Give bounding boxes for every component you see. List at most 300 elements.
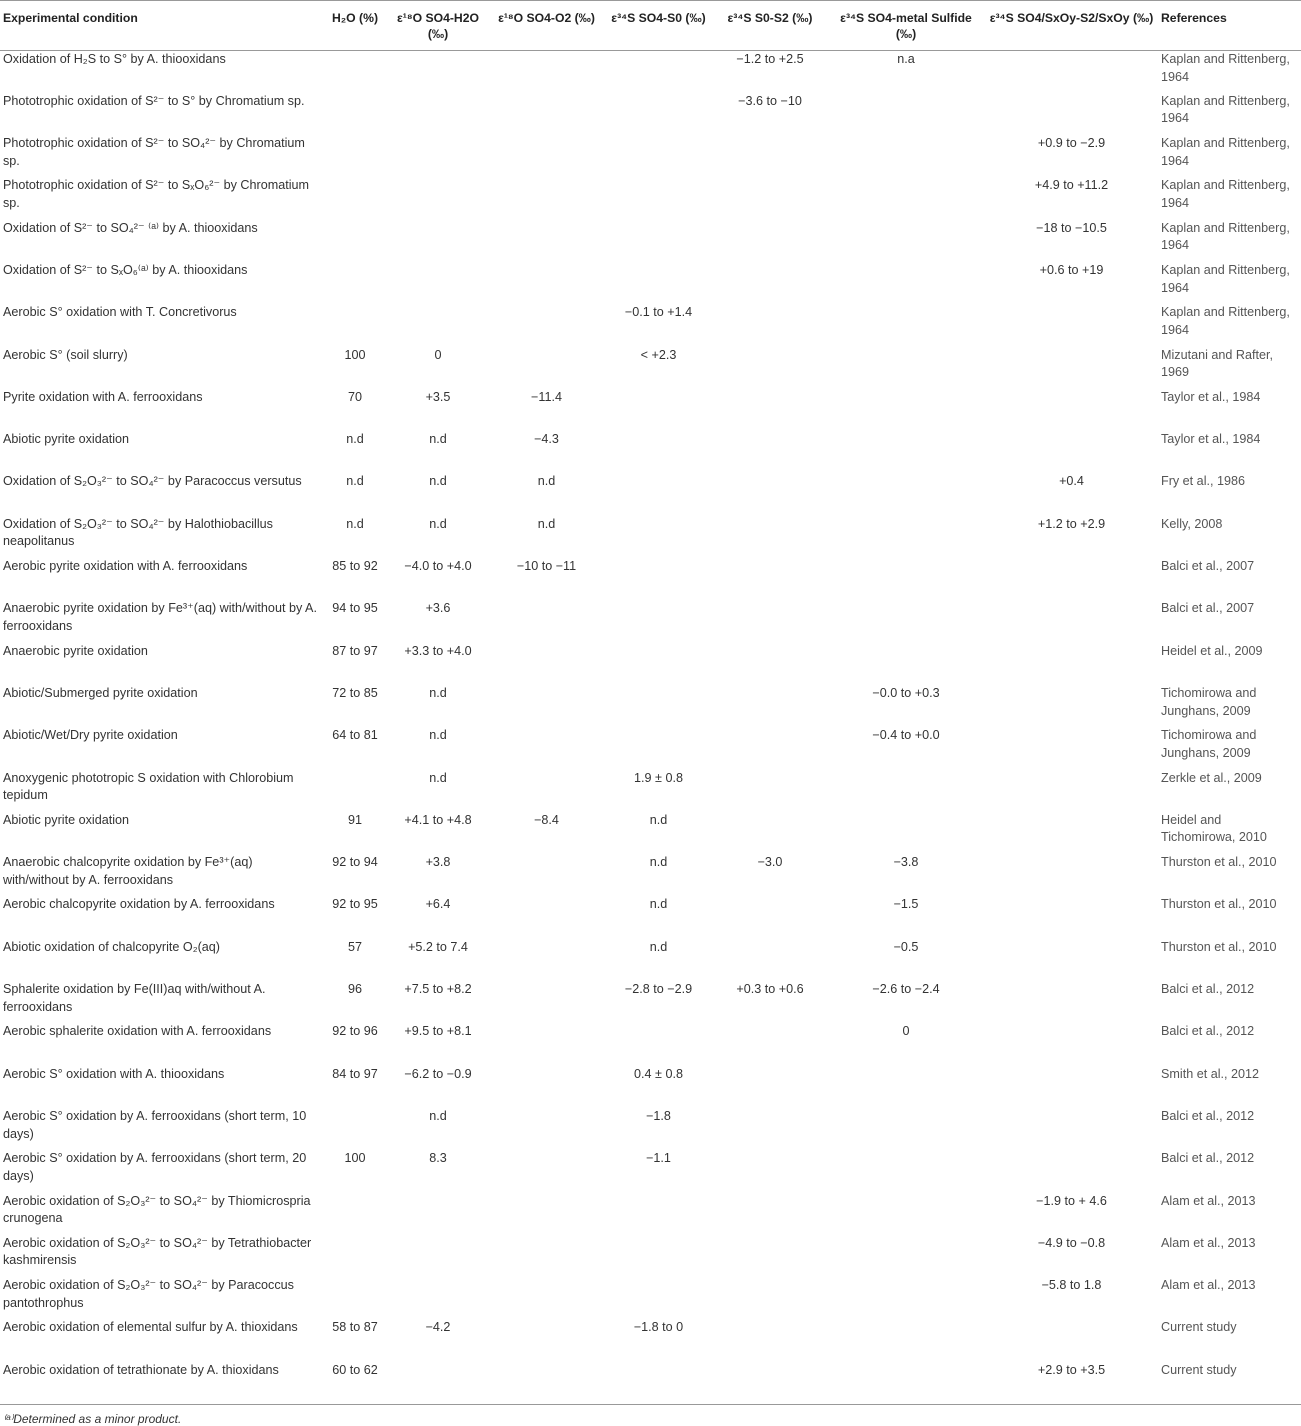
condition-cell: Oxidation of S₂O₃²⁻ to SO₄²⁻ by Halothiobacillus neapolitanus [3,516,273,549]
value-cell [713,516,827,558]
column-header: Experimental condition [0,1,323,51]
value-cell: +0.9 to −2.9 [1037,136,1106,151]
value-cell: −1.1 [646,1151,671,1166]
value-cell [713,939,827,981]
value-cell [604,135,713,177]
value-cell [713,1066,827,1108]
condition-cell: Aerobic chalcopyrite oxidation by A. ferrooxidans [3,897,275,912]
value-cell: 94 to 95 [332,601,378,616]
value-cell [827,177,985,219]
value-cell: +0.3 to +0.6 [736,982,804,997]
reference-cell: Thurston et al., 2010 [1161,897,1277,912]
value-cell [489,304,604,346]
value-cell [827,516,985,558]
value-cell [604,600,713,642]
value-cell [387,1362,489,1404]
value-cell: +9.5 to +8.1 [404,1024,472,1039]
value-cell [489,262,604,304]
value-cell: n.d [429,1108,447,1123]
value-cell [713,389,827,431]
value-cell [323,93,387,135]
reference-cell: Balci et al., 2012 [1161,1024,1255,1039]
reference-cell: Kaplan and Rittenberg, 1964 [1161,93,1290,126]
value-cell: −18 to −10.5 [1036,220,1107,235]
reference-cell: Kaplan and Rittenberg, 1964 [1161,52,1290,84]
value-cell [489,1362,604,1404]
value-cell [489,135,604,177]
value-cell [985,389,1158,431]
value-cell [827,431,985,473]
condition-cell: Aerobic S° oxidation by A. ferrooxidans (short term, 20 days) [3,1151,307,1183]
condition-cell: Abiotic pyrite oxidation [3,812,130,827]
condition-cell: Aerobic oxidation of S₂O₃²⁻ to SO₄²⁻ by Thiomicrospria crunogena [3,1193,311,1226]
value-cell [827,1108,985,1150]
value-cell: +3.5 [425,389,451,404]
table-row [0,473,1301,515]
value-cell: −2.6 to −2.4 [872,982,940,997]
reference-cell: Heidel and Tichomirowa, 2010 [1161,812,1267,845]
value-cell [985,1319,1158,1361]
value-cell [827,1362,985,1404]
value-cell [489,854,604,896]
value-cell [489,1150,604,1192]
column-header: ε¹⁸O SO4-O2 (‰) [489,1,604,51]
value-cell [827,347,985,389]
reference-cell: Thurston et al., 2010 [1161,855,1277,870]
column-header: ε³⁴S SO4-S0 (‰) [604,1,713,51]
value-cell [827,1235,985,1277]
value-cell [489,93,604,135]
value-cell: +0.4 [1059,474,1084,489]
value-cell [827,1150,985,1192]
value-cell [713,643,827,685]
value-cell [387,220,489,262]
condition-cell: Pyrite oxidation with A. ferrooxidans [3,389,203,404]
value-cell [323,220,387,262]
table-row [0,981,1301,1023]
value-cell: n.a [897,52,915,66]
value-cell [489,1277,604,1319]
table-row [0,389,1301,431]
value-cell [489,1235,604,1277]
value-cell [827,389,985,431]
table-header [0,1,1301,51]
value-cell: −3.8 [893,855,919,870]
value-cell: n.d [429,432,447,447]
table-row [0,685,1301,727]
table-row [0,93,1301,135]
value-cell: −2.8 to −2.9 [624,982,693,997]
value-cell [985,431,1158,473]
condition-cell: Sphalerite oxidation by Fe(III)aq with/without A. ferrooxidans [3,982,266,1014]
value-cell [985,347,1158,389]
value-cell [489,727,604,769]
value-cell: +1.2 to +2.9 [1037,516,1106,531]
value-cell [713,600,827,642]
value-cell: +4.1 to +4.8 [404,812,472,827]
value-cell [604,177,713,219]
value-cell [323,1108,387,1150]
condition-cell: Aerobic oxidation of S₂O₃²⁻ to SO₄²⁻ by Paracoccus pantothrophus [3,1278,294,1310]
value-cell [713,1150,827,1192]
table-row [0,177,1301,219]
reference-cell: Balci et al., 2007 [1161,601,1255,616]
condition-cell: Anoxygenic phototropic S oxidation with Chlorobium tepidum [3,770,294,803]
value-cell [604,51,713,93]
table-row [0,812,1301,854]
value-cell: +3.8 [425,855,451,870]
value-cell [713,727,827,769]
value-cell [604,473,713,515]
value-cell: 1.9 ± 0.8 [634,770,683,785]
value-cell [985,1150,1158,1192]
value-cell [323,304,387,346]
value-cell [604,1023,713,1065]
value-cell [985,939,1158,981]
value-cell [985,812,1158,854]
condition-cell: Aerobic oxidation of tetrathionate by A. thioxidans [3,1362,279,1377]
value-cell: −0.4 to +0.0 [872,728,940,743]
value-cell [489,1108,604,1150]
value-cell [985,770,1158,812]
value-cell: 92 to 95 [332,897,378,912]
value-cell: 85 to 92 [332,559,378,574]
value-cell [387,135,489,177]
value-cell [713,1277,827,1319]
table-row [0,304,1301,346]
value-cell [985,1023,1158,1065]
value-cell [713,135,827,177]
value-cell: n.d [537,516,556,531]
condition-cell: Phototrophic oxidation of S²⁻ to SₓO₆²⁻ by Chromatium sp. [3,178,309,210]
value-cell [489,1023,604,1065]
reference-cell: Taylor et al., 1984 [1161,389,1261,404]
value-cell [604,643,713,685]
value-cell: 84 to 97 [332,1066,378,1081]
table-row [0,1150,1301,1192]
value-cell [489,1319,604,1361]
table-row [0,262,1301,304]
table-footnote: ⁽ᵃ⁾Determined as a minor product. [0,1404,1301,1426]
value-cell [985,93,1158,135]
value-cell [827,262,985,304]
value-cell [489,600,604,642]
value-cell [323,1193,387,1235]
reference-cell: Taylor et al., 1984 [1161,432,1261,447]
value-cell: −1.5 [893,897,919,912]
value-cell: 70 [347,389,362,404]
value-cell [604,93,713,135]
value-cell: +3.6 [425,601,451,616]
value-cell [827,1319,985,1361]
table-row [0,135,1301,177]
value-cell [489,896,604,938]
value-cell [985,558,1158,600]
value-cell [985,304,1158,346]
value-cell: 92 to 96 [332,1024,378,1039]
table-row [0,600,1301,642]
value-cell [713,896,827,938]
value-cell [827,1193,985,1235]
value-cell [985,51,1158,93]
value-cell [387,1277,489,1319]
table-row [0,51,1301,93]
value-cell [985,600,1158,642]
value-cell: n.d [346,516,364,531]
reference-cell: Kaplan and Rittenberg, 1964 [1161,136,1290,168]
value-cell [827,600,985,642]
value-cell [985,981,1158,1023]
column-header: ε³⁴S SO4-metal Sulfide (‰) [827,1,985,51]
table-row [0,1277,1301,1319]
value-cell [827,1277,985,1319]
value-cell: −4.3 [534,432,559,447]
value-cell [323,1277,387,1319]
value-cell [827,770,985,812]
value-cell [489,1066,604,1108]
column-header: References [1158,1,1301,51]
value-cell [713,347,827,389]
value-cell: −4.9 to −0.8 [1037,1235,1106,1250]
value-cell [713,431,827,473]
value-cell: n.d [429,685,447,700]
value-cell [489,981,604,1023]
value-cell [604,389,713,431]
value-cell [489,51,604,93]
value-cell [713,812,827,854]
column-header: ε³⁴S SO4/SxOy-S2/SxOy (‰) [985,1,1158,51]
value-cell [985,685,1158,727]
value-cell [387,177,489,219]
column-header: ε³⁴S S0-S2 (‰) [713,1,827,51]
value-cell [713,262,827,304]
value-cell [387,262,489,304]
value-cell [713,685,827,727]
condition-cell: Abiotic oxidation of chalcopyrite O₂(aq) [3,939,220,954]
value-cell [604,431,713,473]
table-row [0,516,1301,558]
value-cell [323,177,387,219]
table-row [0,1362,1301,1404]
table-row [0,220,1301,262]
condition-cell: Aerobic pyrite oxidation with A. ferrooxidans [3,559,248,574]
value-cell: −10 to −11 [516,559,577,574]
value-cell [827,1066,985,1108]
value-cell [323,135,387,177]
table-row [0,854,1301,896]
value-cell [827,473,985,515]
value-cell [489,1193,604,1235]
value-cell [985,896,1158,938]
value-cell [489,347,604,389]
reference-cell: Balci et al., 2007 [1161,559,1255,574]
reference-cell: Balci et al., 2012 [1161,1151,1255,1166]
value-cell: 72 to 85 [332,685,378,700]
value-cell [604,516,713,558]
table-body [0,51,1301,1405]
value-cell [985,727,1158,769]
condition-cell: Phototrophic oxidation of S²⁻ to SO₄²⁻ by Chromatium sp. [3,136,305,168]
condition-cell: Abiotic/Wet/Dry pyrite oxidation [3,728,178,743]
value-cell: +2.9 to +3.5 [1037,1362,1106,1377]
reference-cell: Zerkle et al., 2009 [1161,770,1262,785]
value-cell: +5.2 to 7.4 [408,939,468,954]
value-cell: 58 to 87 [332,1320,378,1335]
value-cell: −3.6 to −10 [738,93,802,108]
value-cell [985,1108,1158,1150]
value-cell [827,304,985,346]
value-cell: −4.2 [425,1320,451,1335]
value-cell: n.d [429,770,447,785]
value-cell [985,854,1158,896]
value-cell: 0 [434,347,442,362]
condition-cell: Aerobic S° (soil slurry) [3,347,128,362]
value-cell [827,220,985,262]
value-cell: −4.0 to +4.0 [404,559,472,574]
value-cell [387,51,489,93]
value-cell [604,1193,713,1235]
reference-cell: Tichomirowa and Junghans, 2009 [1161,685,1257,718]
value-cell [713,220,827,262]
value-cell: −8.4 [534,812,559,827]
value-cell [604,558,713,600]
value-cell [827,643,985,685]
value-cell: −0.0 to +0.3 [872,685,940,700]
value-cell [827,135,985,177]
value-cell [489,643,604,685]
value-cell: −1.8 [646,1108,671,1123]
reference-cell: Fry et al., 1986 [1161,474,1245,489]
column-header: ε¹⁸O SO4-H2O (‰) [387,1,489,51]
value-cell: 0.4 ± 0.8 [634,1066,683,1081]
value-cell: n.d [429,516,447,531]
table-row [0,896,1301,938]
value-cell: −3.0 [757,855,783,870]
table-row [0,727,1301,769]
value-cell: 96 [347,982,362,997]
condition-cell: Aerobic S° oxidation by A. ferrooxidans (short term, 10 days) [3,1108,307,1141]
table-row [0,347,1301,389]
table-row [0,1193,1301,1235]
condition-cell: Anaerobic pyrite oxidation by Fe³⁺(aq) with/without by A. ferrooxidans [3,601,317,633]
condition-cell: Aerobic oxidation of elemental sulfur by A. thioxidans [3,1320,298,1335]
table-row [0,770,1301,812]
condition-cell: Oxidation of S²⁻ to SO₄²⁻ ⁽ᵃ⁾ by A. thiooxidans [3,220,258,235]
value-cell [713,1235,827,1277]
condition-cell: Abiotic/Submerged pyrite oxidation [3,685,198,700]
value-cell: 64 to 81 [332,728,378,743]
value-cell [604,727,713,769]
reference-cell: Alam et al., 2013 [1161,1278,1256,1293]
table-row [0,1023,1301,1065]
reference-cell: Tichomirowa and Junghans, 2009 [1161,728,1257,760]
table-row [0,643,1301,685]
value-cell [387,304,489,346]
value-cell: n.d [346,474,364,489]
value-cell [985,643,1158,685]
value-cell [713,1023,827,1065]
reference-cell: Alam et al., 2013 [1161,1193,1256,1208]
value-cell: 57 [347,939,362,954]
value-cell: n.d [649,897,668,912]
table-row [0,558,1301,600]
value-cell [387,1235,489,1277]
value-cell: n.d [346,432,364,447]
table-row [0,1235,1301,1277]
value-cell: 91 [347,812,362,827]
value-cell [713,770,827,812]
value-cell: −5.8 to 1.8 [1041,1278,1102,1293]
value-cell [827,812,985,854]
value-cell [713,1193,827,1235]
value-cell [713,558,827,600]
reference-cell: Alam et al., 2013 [1161,1235,1256,1250]
value-cell: n.d [649,812,668,827]
column-header: H₂O (%) [323,1,387,51]
value-cell [489,685,604,727]
value-cell [323,51,387,93]
value-cell: 8.3 [429,1151,447,1166]
value-cell: −0.1 to +1.4 [624,305,693,320]
condition-cell: Oxidation of H₂S to S° by A. thiooxidans [3,52,226,66]
value-cell: −11.4 [531,389,562,404]
value-cell [827,558,985,600]
value-cell: 92 to 94 [332,855,378,870]
value-cell: +4.9 to +11.2 [1034,178,1109,193]
value-cell [713,1108,827,1150]
value-cell [489,770,604,812]
value-cell [985,1066,1158,1108]
condition-cell: Anaerobic chalcopyrite oxidation by Fe³⁺(aq) with/without by A. ferrooxidans [3,855,253,887]
value-cell: +0.6 to +19 [1039,262,1104,277]
value-cell [387,93,489,135]
value-cell: −1.8 to 0 [633,1320,684,1335]
value-cell: 100 [344,347,366,362]
value-cell: n.d [537,474,556,489]
value-cell: 60 to 62 [332,1362,378,1377]
table-row [0,1108,1301,1150]
value-cell: +7.5 to +8.2 [404,982,472,997]
reference-cell: Kaplan and Rittenberg, 1964 [1161,220,1290,253]
table-row [0,939,1301,981]
table-row [0,431,1301,473]
value-cell: 87 to 97 [332,643,378,658]
reference-cell: Current study [1161,1362,1237,1377]
reference-cell: Balci et al., 2012 [1161,1108,1255,1123]
value-cell [604,220,713,262]
reference-cell: Mizutani and Rafter, 1969 [1161,347,1274,380]
condition-cell: Aerobic sphalerite oxidation with A. ferrooxidans [3,1024,272,1039]
table-row [0,1319,1301,1361]
value-cell: n.d [649,939,668,954]
condition-cell: Phototrophic oxidation of S²⁻ to S° by Chromatium sp. [3,93,305,108]
reference-cell: Heidel et al., 2009 [1161,643,1263,658]
value-cell [604,685,713,727]
value-cell [604,1277,713,1319]
value-cell: n.d [649,855,668,870]
reference-cell: Thurston et al., 2010 [1161,939,1277,954]
value-cell: n.d [429,728,447,743]
value-cell: +6.4 [425,897,451,912]
value-cell [713,473,827,515]
reference-cell: Smith et al., 2012 [1161,1066,1260,1081]
reference-cell: Current study [1161,1320,1237,1335]
reference-cell: Kaplan and Rittenberg, 1964 [1161,305,1290,337]
reference-cell: Kaplan and Rittenberg, 1964 [1161,262,1290,295]
reference-cell: Kaplan and Rittenberg, 1964 [1161,178,1290,210]
value-cell [323,262,387,304]
value-cell [604,1235,713,1277]
